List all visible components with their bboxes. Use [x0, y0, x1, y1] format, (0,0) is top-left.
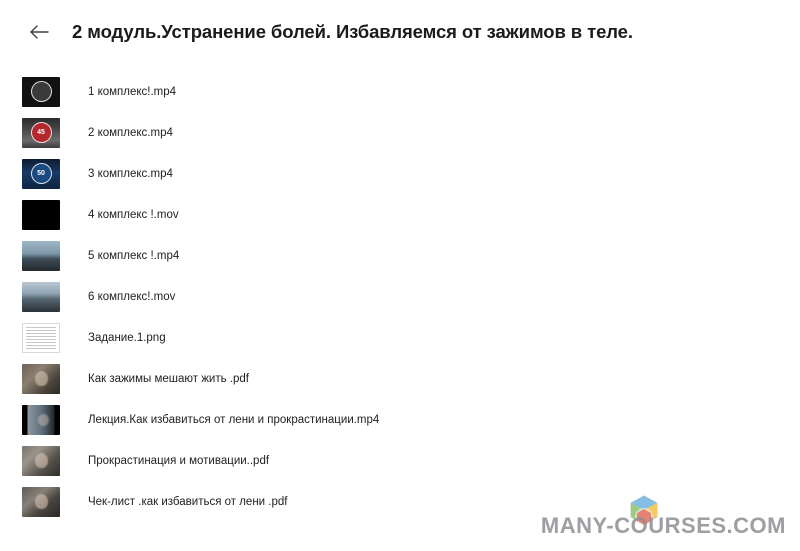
- thumbnail-badge: [31, 81, 52, 102]
- file-name: Лекция.Как избавиться от лени и прокрастинации.mp4: [88, 413, 380, 426]
- file-thumbnail: [22, 241, 60, 271]
- arrow-left-icon: [29, 24, 49, 40]
- file-name: Чек-лист .как избавиться от лени .pdf: [88, 495, 288, 508]
- file-thumbnail: [22, 446, 60, 476]
- file-thumbnail: [22, 282, 60, 312]
- back-button[interactable]: [26, 19, 52, 45]
- file-name: 3 комплекс.mp4: [88, 167, 173, 180]
- thumbnail-badge: 50: [31, 163, 52, 184]
- list-item[interactable]: [22, 194, 800, 235]
- watermark-text: MANY-COURSES.COM: [540, 513, 786, 538]
- file-thumbnail: [22, 487, 60, 517]
- file-name: 4 комплекс !.mov: [88, 208, 179, 221]
- file-name: 5 комплекс !.mp4: [88, 249, 180, 262]
- list-item[interactable]: [22, 317, 800, 358]
- portrait-face: [35, 494, 48, 509]
- file-name: 2 комплекс.mp4: [88, 126, 173, 139]
- portrait-face: [35, 371, 48, 386]
- file-thumbnail: [22, 405, 60, 435]
- file-thumbnail: [22, 323, 60, 353]
- thumbnail-badge: 45: [31, 122, 52, 143]
- list-item[interactable]: [22, 358, 800, 399]
- file-name: Прокрастинация и мотивации..pdf: [88, 454, 270, 467]
- file-thumbnail: [22, 159, 60, 189]
- page-header: [0, 0, 800, 46]
- file-name: Задание.1.png: [88, 331, 166, 344]
- file-name: 1 комплекс!.mp4: [88, 85, 177, 98]
- list-item[interactable]: [22, 399, 800, 440]
- list-item[interactable]: [22, 153, 800, 194]
- list-item[interactable]: [22, 276, 800, 317]
- document-lines: [26, 327, 56, 349]
- file-name: 6 комплекс!.mov: [88, 290, 176, 303]
- file-list: [0, 71, 800, 522]
- portrait-face: [35, 453, 48, 468]
- file-thumbnail: [22, 364, 60, 394]
- file-name: Как зажимы мешают жить .pdf: [88, 372, 249, 385]
- list-item[interactable]: [22, 235, 800, 276]
- page-title: 2 модуль.Устранение болей. Избавляемся от зажимов в теле.: [72, 21, 633, 42]
- file-thumbnail: [22, 77, 60, 107]
- list-item[interactable]: [22, 71, 800, 112]
- portrait-face: [38, 414, 49, 426]
- file-thumbnail: [22, 118, 60, 148]
- list-item[interactable]: [22, 112, 800, 153]
- watermark: [541, 513, 786, 539]
- list-item[interactable]: [22, 440, 800, 481]
- file-thumbnail: [22, 200, 60, 230]
